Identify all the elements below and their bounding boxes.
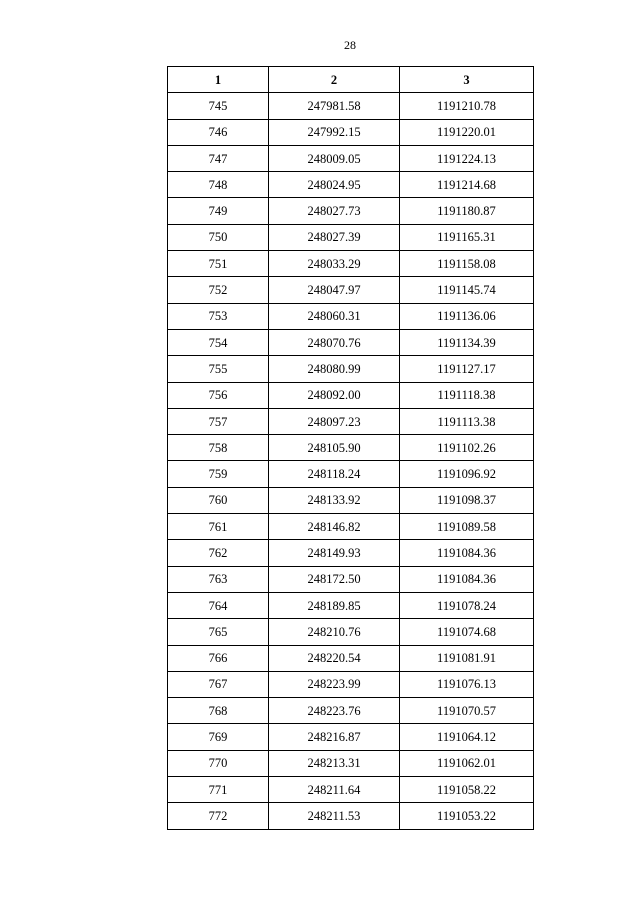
table-row	[168, 592, 534, 618]
table-row	[168, 329, 534, 355]
table-row	[168, 777, 534, 803]
table-cell-col-1: 772	[168, 803, 269, 829]
table-cell-col-1: 747	[168, 145, 269, 171]
table-cell-col-1: 757	[168, 408, 269, 434]
table-row	[168, 514, 534, 540]
column-header-1: 1	[168, 67, 269, 93]
table-cell-col-2: 248189.85	[269, 592, 400, 618]
table-cell-col-1: 767	[168, 671, 269, 697]
table-row	[168, 566, 534, 592]
table-cell-col-3: 1191214.68	[400, 172, 534, 198]
table-cell-col-2: 248118.24	[269, 461, 400, 487]
table-cell-col-1: 768	[168, 698, 269, 724]
table-row	[168, 698, 534, 724]
table-row	[168, 803, 534, 829]
table-cell-col-1: 764	[168, 592, 269, 618]
table-cell-col-3: 1191210.78	[400, 93, 534, 119]
table-cell-col-3: 1191134.39	[400, 329, 534, 355]
table-cell-col-2: 247981.58	[269, 93, 400, 119]
table-cell-col-1: 766	[168, 645, 269, 671]
table-cell-col-2: 248210.76	[269, 619, 400, 645]
table-cell-col-2: 248211.64	[269, 777, 400, 803]
table-cell-col-2: 248080.99	[269, 356, 400, 382]
table-row	[168, 251, 534, 277]
table-cell-col-2: 248047.97	[269, 277, 400, 303]
table-cell-col-1: 753	[168, 303, 269, 329]
table-cell-col-3: 1191084.36	[400, 566, 534, 592]
table-cell-col-1: 763	[168, 566, 269, 592]
table-cell-col-3: 1191165.31	[400, 224, 534, 250]
table-cell-col-2: 248105.90	[269, 435, 400, 461]
table-cell-col-1: 762	[168, 540, 269, 566]
table-cell-col-3: 1191076.13	[400, 671, 534, 697]
table-cell-col-3: 1191145.74	[400, 277, 534, 303]
table-cell-col-3: 1191127.17	[400, 356, 534, 382]
table-row	[168, 645, 534, 671]
table-cell-col-2: 248033.29	[269, 251, 400, 277]
table-row	[168, 435, 534, 461]
table-cell-col-2: 248024.95	[269, 172, 400, 198]
table-row	[168, 671, 534, 697]
table-cell-col-2: 248092.00	[269, 382, 400, 408]
table-cell-col-1: 770	[168, 750, 269, 776]
table-cell-col-3: 1191158.08	[400, 251, 534, 277]
table-cell-col-2: 248133.92	[269, 487, 400, 513]
table-cell-col-3: 1191096.92	[400, 461, 534, 487]
table-cell-col-3: 1191136.06	[400, 303, 534, 329]
table-row	[168, 724, 534, 750]
table-cell-col-1: 746	[168, 119, 269, 145]
column-header-2: 2	[269, 67, 400, 93]
table-cell-col-3: 1191078.24	[400, 592, 534, 618]
table-cell-col-2: 248009.05	[269, 145, 400, 171]
table-row	[168, 750, 534, 776]
table-cell-col-2: 248223.99	[269, 671, 400, 697]
table-cell-col-3: 1191180.87	[400, 198, 534, 224]
table-cell-col-1: 761	[168, 514, 269, 540]
table-cell-col-1: 760	[168, 487, 269, 513]
table-cell-col-1: 745	[168, 93, 269, 119]
table-cell-col-1: 748	[168, 172, 269, 198]
table-row	[168, 119, 534, 145]
coordinates-table	[167, 66, 534, 830]
table-cell-col-3: 1191064.12	[400, 724, 534, 750]
table-cell-col-3: 1191081.91	[400, 645, 534, 671]
table-cell-col-1: 759	[168, 461, 269, 487]
page-number: 28	[344, 38, 356, 52]
table-cell-col-1: 752	[168, 277, 269, 303]
table-cell-col-2: 248146.82	[269, 514, 400, 540]
table-cell-col-1: 755	[168, 356, 269, 382]
table-row	[168, 408, 534, 434]
table-cell-col-3: 1191098.37	[400, 487, 534, 513]
table-row	[168, 487, 534, 513]
table-cell-col-2: 248027.39	[269, 224, 400, 250]
table-cell-col-3: 1191118.38	[400, 382, 534, 408]
column-header-3: 3	[400, 67, 534, 93]
table-body	[168, 93, 534, 829]
table-cell-col-1: 765	[168, 619, 269, 645]
table-cell-col-2: 248223.76	[269, 698, 400, 724]
table-cell-col-3: 1191220.01	[400, 119, 534, 145]
table-cell-col-1: 750	[168, 224, 269, 250]
table-cell-col-3: 1191058.22	[400, 777, 534, 803]
table-cell-col-2: 248211.53	[269, 803, 400, 829]
table-cell-col-2: 247992.15	[269, 119, 400, 145]
table-cell-col-3: 1191224.13	[400, 145, 534, 171]
table-cell-col-3: 1191084.36	[400, 540, 534, 566]
table-cell-col-2: 248060.31	[269, 303, 400, 329]
table-cell-col-1: 756	[168, 382, 269, 408]
table-cell-col-1: 754	[168, 329, 269, 355]
table-cell-col-3: 1191089.58	[400, 514, 534, 540]
table-header-row	[168, 67, 534, 93]
table-row	[168, 303, 534, 329]
table-row	[168, 198, 534, 224]
table-cell-col-2: 248070.76	[269, 329, 400, 355]
table-row	[168, 93, 534, 119]
table-cell-col-1: 751	[168, 251, 269, 277]
table-row	[168, 619, 534, 645]
table-cell-col-3: 1191053.22	[400, 803, 534, 829]
table-row	[168, 224, 534, 250]
table-cell-col-3: 1191062.01	[400, 750, 534, 776]
table-cell-col-3: 1191102.26	[400, 435, 534, 461]
table-cell-col-1: 769	[168, 724, 269, 750]
table-row	[168, 382, 534, 408]
table-header	[168, 67, 534, 93]
table-cell-col-3: 1191074.68	[400, 619, 534, 645]
table-cell-col-2: 248027.73	[269, 198, 400, 224]
table-row	[168, 540, 534, 566]
table-cell-col-1: 749	[168, 198, 269, 224]
table-row	[168, 145, 534, 171]
table-cell-col-2: 248220.54	[269, 645, 400, 671]
table-cell-col-3: 1191070.57	[400, 698, 534, 724]
table-row	[168, 277, 534, 303]
table-cell-col-2: 248149.93	[269, 540, 400, 566]
table-row	[168, 356, 534, 382]
table-cell-col-3: 1191113.38	[400, 408, 534, 434]
table-row	[168, 172, 534, 198]
table-cell-col-2: 248213.31	[269, 750, 400, 776]
table-cell-col-2: 248216.87	[269, 724, 400, 750]
table-cell-col-2: 248097.23	[269, 408, 400, 434]
table-cell-col-1: 771	[168, 777, 269, 803]
table-row	[168, 461, 534, 487]
table-cell-col-1: 758	[168, 435, 269, 461]
table-cell-col-2: 248172.50	[269, 566, 400, 592]
